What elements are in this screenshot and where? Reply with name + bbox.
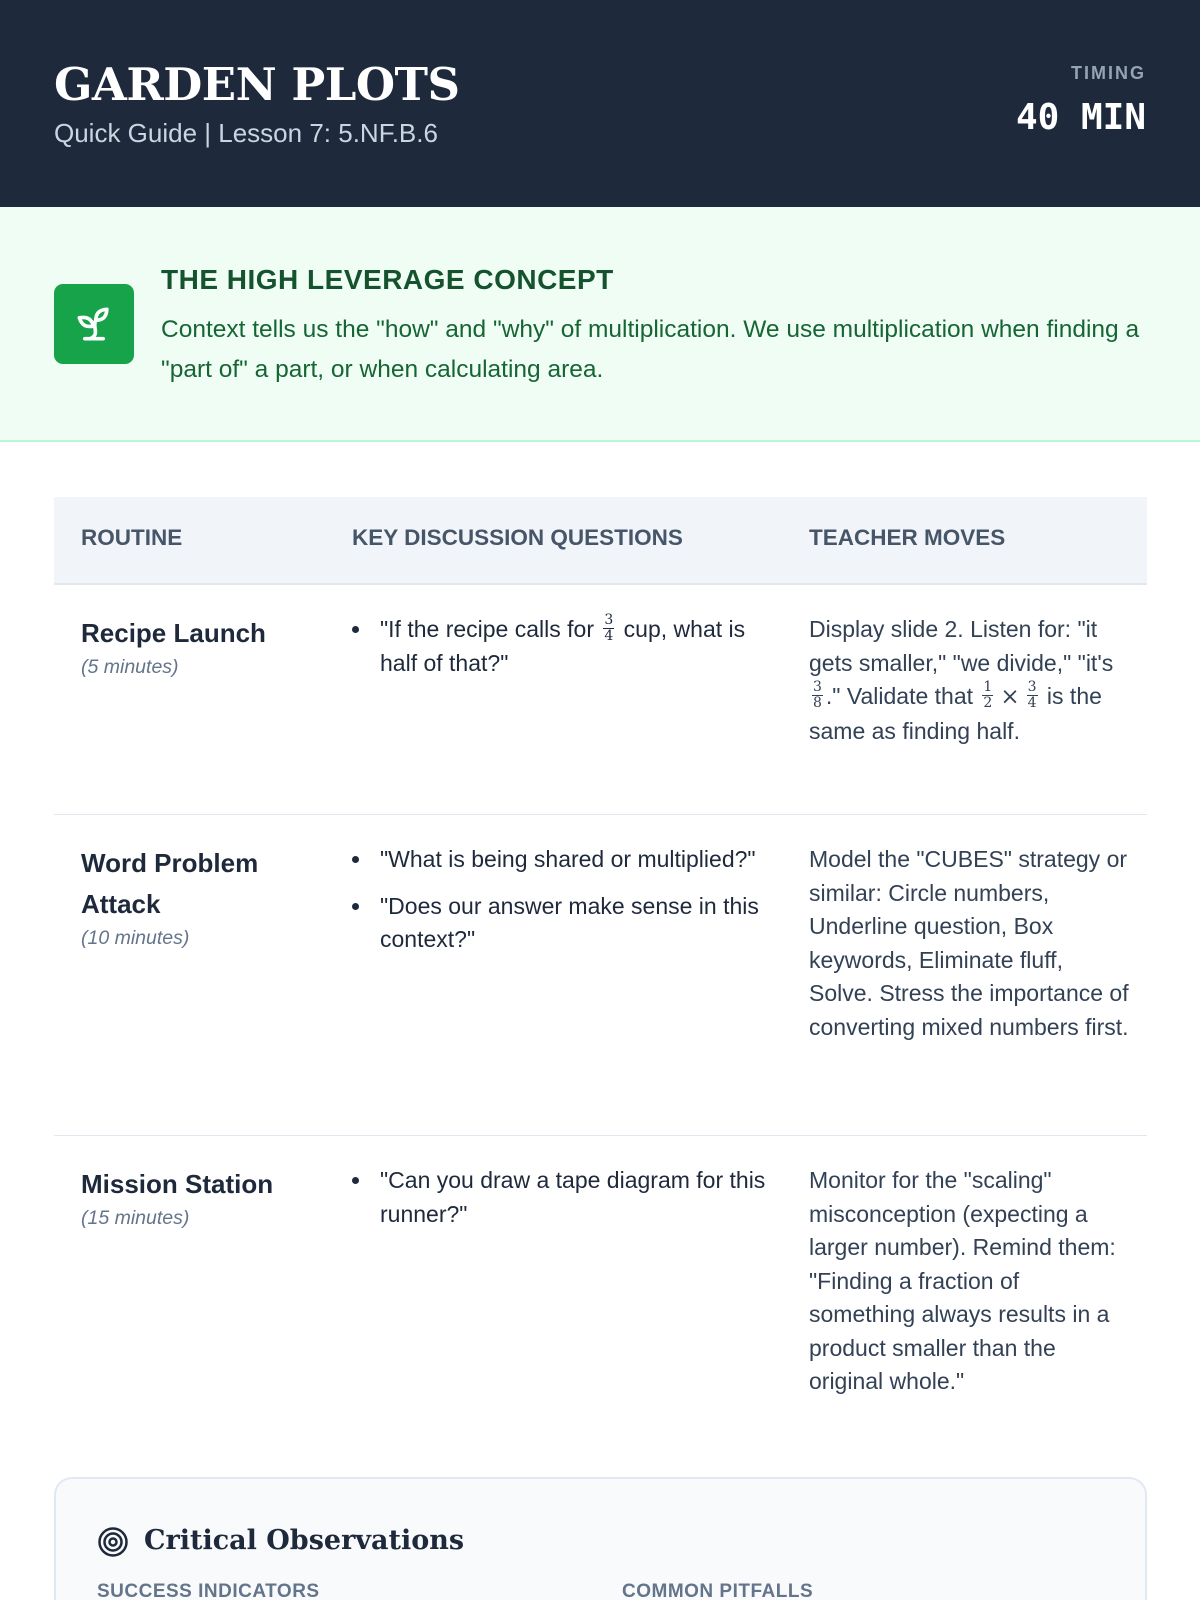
question-list [352,843,772,957]
critical-observations-card [54,1477,1147,1600]
concept-banner [0,207,1200,442]
routine-time: (10 minutes) [81,927,190,949]
bullet-icon [352,856,359,863]
table-header [54,497,1147,585]
routine-name: Mission Station [81,1169,274,1199]
routines-table [54,497,1147,1436]
fraction [1027,680,1038,711]
question-item [352,890,772,957]
table-row [54,585,1147,815]
routine-cell [81,1164,331,1230]
fraction-numerator: 1 [983,679,993,696]
fraction-denominator: 4 [1027,695,1037,712]
moves-text: Display slide 2. Listen for: "it gets smaller," "we divide," "it's [809,616,1114,676]
column-header-moves: TEACHER MOVES [809,525,1006,550]
bullet-icon [352,1177,359,1184]
page-subtitle: Quick Guide | Lesson 7: 5.NF.B.6 [54,118,438,148]
fraction [982,680,993,711]
observations-title: Critical Observations [144,1525,465,1556]
question-text: "If the recipe calls for [380,616,601,642]
routine-cell [81,613,331,679]
teacher-moves: Monitor for the "scaling" misconception (expecting a larger number). Remind them: "Finding a fraction of something always results in a product smaller than the original whole." [809,1167,1116,1394]
questions-cell [352,843,772,970]
page-title: GARDEN PLOTS [54,58,460,111]
questions-cell [352,1164,772,1244]
question-item [352,1164,772,1231]
fraction-numerator: 3 [813,679,822,696]
fraction-numerator: 3 [1027,679,1037,696]
question-list [352,1164,772,1231]
moves-text: is the same as finding half. [809,683,1102,744]
target-icon [97,1526,129,1558]
question-text: "Can you draw a tape diagram for this runner?" [380,1167,766,1227]
times-symbol: × [1000,684,1020,710]
question-item [352,843,772,877]
bullet-icon [352,626,359,633]
question-text: "Does our answer make sense in this context?" [380,892,759,952]
fraction [603,613,614,644]
routine-time: (15 minutes) [81,1207,190,1229]
routine-name: Recipe Launch [81,618,266,648]
question-text: "What is being shared or multiplied?" [380,846,756,872]
page-header [0,0,1200,207]
sprout-icon [54,284,134,364]
table-row [54,1136,1147,1436]
question-text: cup, what is half of that?" [380,616,746,676]
fraction-denominator: 2 [983,695,993,712]
bullet-icon [352,903,359,910]
concept-heading: THE HIGH LEVERAGE CONCEPT [161,264,614,295]
fraction-numerator: 3 [604,612,614,629]
question-list [352,613,772,680]
routine-name: Word Problem Attack [81,848,259,919]
routine-time: (5 minutes) [81,656,179,678]
column-header-routine: ROUTINE [81,525,183,550]
teacher-moves: Model the "CUBES" strategy or similar: Circle numbers, Underline question, Box keywords, Eliminate fluff, Solve. Stress the importance of converting mixed numbers first. [809,846,1129,1040]
routine-cell [81,843,331,950]
column-header-questions: KEY DISCUSSION QUESTIONS [352,525,683,550]
fraction-denominator: 4 [604,628,614,645]
questions-cell [352,613,772,693]
moves-text: ." Validate that [825,683,980,709]
fraction-denominator: 8 [813,695,822,712]
common-pitfalls-heading: COMMON PITFALLS [622,1581,814,1600]
success-indicators-heading: SUCCESS INDICATORS [97,1581,320,1600]
teacher-moves [809,613,1129,748]
table-row [54,815,1147,1136]
timing-label: TIMING [1071,63,1146,83]
fraction [812,680,823,711]
question-item [352,613,772,680]
concept-body: Context tells us the "how" and "why" of multiplication. We use multiplication when finding a "part of" a part, or when calculating area. [161,316,1140,383]
timing-value: 40 MIN [1015,97,1146,138]
